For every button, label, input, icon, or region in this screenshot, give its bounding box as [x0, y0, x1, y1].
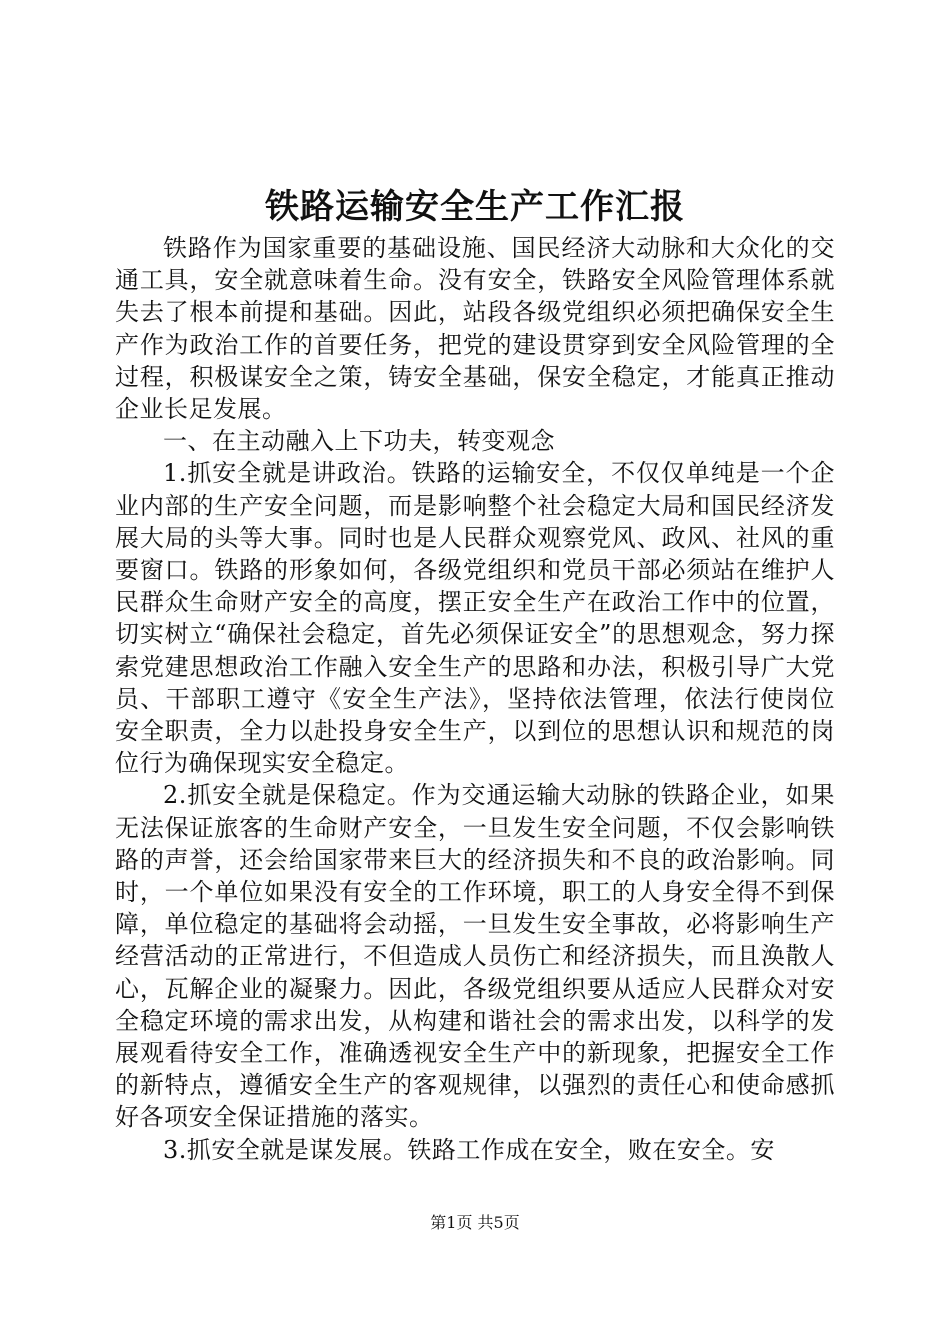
intro-paragraph: 铁路作为国家重要的基础设施、国民经济大动脉和大众化的交通工具，安全就意味着生命。没有安全，铁路安全风险管理体系就失去了根本前提和基础。因此，站段各级党组织必须把确保安全生产作为政治工作的首要任务，把党的建设贯穿到安全风险管理的全过程，积极谋安全之策，铸安全基础，保安全稳定，才能真正推动企业长足发展。 — [115, 234, 835, 424]
document-title: 铁路运输安全生产工作汇报 — [265, 187, 685, 227]
section-heading: 一、在主动融入上下功夫，转变观念 — [163, 427, 555, 456]
point-1-paragraph: 1.抓安全就是讲政治。铁路的运输安全，不仅仅单纯是一个企业内部的生产安全问题，而是影响整个社会稳定大局和国民经济发展大局的头等大事。同时也是人民群众观察党风、政风、社风的重要窗口。铁路的形象如何，各级党组织和党员干部必须站在维护人民群众生命财产安全的高度，摆正安全生产在政治工作中的位置，切实树立“确保社会稳定，首先必须保证安全”的思想观念，努力探索党建思想政治工作融入安全生产的思路和办法，积极引导广大党员、干部职工遵守《安全生产法》，坚持依法管理，依法行使岗位安全职责，全力以赴投身安全生产，以到位的思想认识和规范的岗位行为确保现实安全稳定。 — [115, 459, 835, 778]
point-2-paragraph: 2.抓安全就是保稳定。作为交通运输大动脉的铁路企业，如果无法保证旅客的生命财产安全，一旦发生安全问题，不仅会影响铁路的声誉，还会给国家带来巨大的经济损失和不良的政治影响。同时，一个单位如果没有安全的工作环境，职工的人身安全得不到保障，单位稳定的基础将会动摇，一旦发生安全事故，必将影响生产经营活动的正常进行，不但造成人员伤亡和经济损失，而且涣散人心，瓦解企业的凝聚力。因此，各级党组织要从适应人民群众对安全稳定环境的需求出发，从构建和谐社会的需求出发，以科学的发展观看待安全工作，准确透视安全生产中的新现象，把握安全工作的新特点，遵循安全生产的客观规律，以强烈的责任心和使命感抓好各项安全保证措施的落实。 — [115, 781, 835, 1132]
page-footer: 第1页 共5页 — [430, 1213, 520, 1232]
point-3-paragraph: 3.抓安全就是谋发展。铁路工作成在安全，败在安全。安 — [163, 1135, 775, 1164]
document-body — [115, 232, 835, 1166]
